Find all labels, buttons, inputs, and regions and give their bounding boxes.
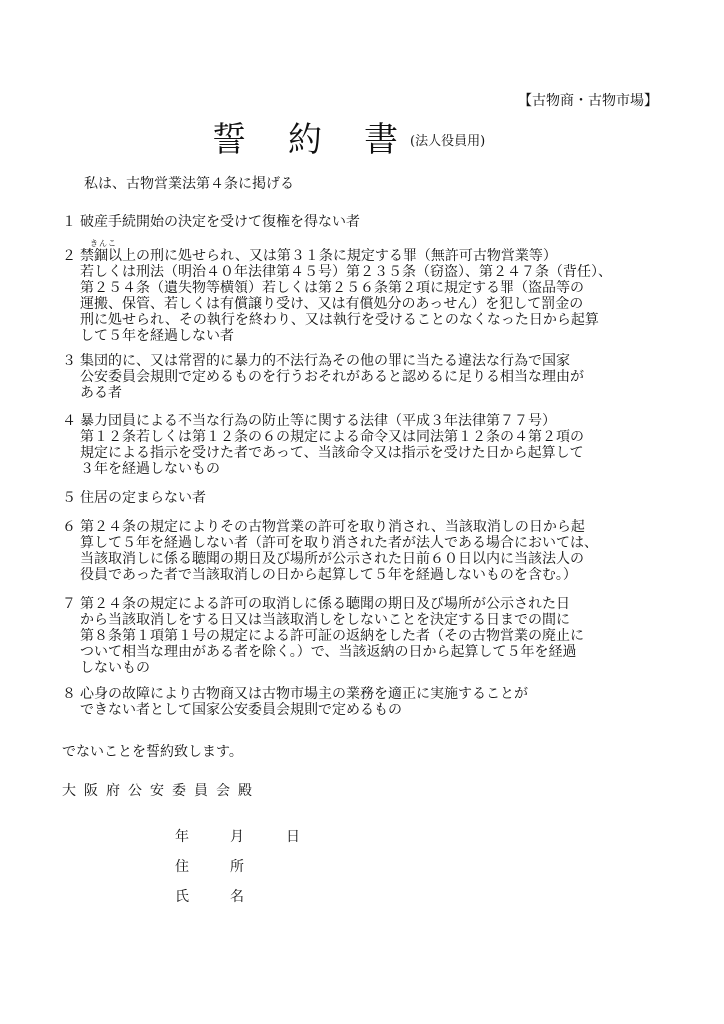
item-line: 第１２条若しくは第１２条の６の規定による命令又は同法第１２条の４第２項の: [80, 429, 584, 445]
date-year-label: 年: [175, 829, 189, 845]
list-item: [62, 490, 672, 508]
item-line: 第２５４条（遺失物等横領）若しくは第２５６条第２項に規定する罪（盗品等の: [80, 280, 584, 296]
item-line: 公安委員会規則で定めるものを行うおそれがあると認めるに足りる相当な理由が: [80, 369, 584, 385]
date-month-label: 月: [230, 829, 244, 845]
item-line: しないもの: [80, 660, 150, 676]
name-label-second: 名: [230, 889, 244, 905]
item-line: ついて相当な理由がある者を除く。）で、当該返納の日から起算して５年を経過: [80, 644, 577, 660]
list-item: [62, 596, 672, 678]
addressee: 大阪府公安委員会殿: [62, 783, 260, 799]
item-line: 若しくは刑法（明治４０年法律第４５号）第２３５条（窃盗）、第２４７条（背任）、: [80, 264, 612, 280]
list-item: [62, 353, 672, 403]
item-line: 集団的に、又は常習的に暴力的不法行為その他の罪に当たる違法な行為で国家: [80, 353, 570, 369]
item-number: ８: [62, 686, 76, 702]
category-tag: 【古物商・古物市場】: [518, 93, 658, 109]
date-day-label: 日: [286, 829, 300, 845]
item-number: ４: [62, 413, 76, 429]
item-line: ある者: [80, 385, 122, 401]
item-line: から当該取消しをする日又は当該取消しをしないことを決定する日までの間に: [80, 612, 570, 628]
item-number: ７: [62, 596, 76, 612]
item-line: 当該取消しに係る聴聞の期日及び場所が公示された日前６０日以内に当該法人の: [80, 551, 584, 567]
item-number: ５: [62, 490, 76, 506]
item-line: 破産手続開始の決定を受けて復権を得ない者: [80, 214, 360, 230]
item-line: できない者として国家公安委員会規則で定めるもの: [80, 702, 402, 718]
name-label-first: 氏: [175, 889, 189, 905]
item-line: 算して５年を経過しない者（許可を取り消された者が法人である場合においては、: [80, 535, 598, 551]
list-item: [62, 686, 672, 720]
item-line: ３年を経過しないもの: [80, 461, 220, 477]
item-line: 第２４条の規定による許可の取消しに係る聴聞の期日及び場所が公示された日: [80, 596, 570, 612]
title-char: 誓: [212, 120, 246, 160]
item-line: 暴力団員による不当な行為の防止等に関する法律（平成３年法律第７７号）: [80, 413, 556, 429]
list-item: [62, 214, 672, 232]
item-line: 刑に処せられ、その執行を終わり、又は執行を受けることのなくなった日から起算: [80, 312, 599, 328]
item-line: 禁錮以上の刑に処せられ、又は第３１条に規定する罪（無許可古物営業等）: [80, 248, 557, 264]
list-item: [62, 413, 672, 479]
item-number: ６: [62, 519, 76, 535]
item-line: 役員であった者で当該取消しの日から起算して５年を経過しないものを含む。）: [80, 567, 577, 583]
item-line: 心身の故障により古物商又は古物市場主の業務を適正に実施することが: [80, 686, 528, 702]
item-number: ３: [62, 353, 76, 369]
closing-statement: でないことを誓約致します。: [62, 744, 243, 760]
item-line: 第８条第１項第１号の規定による許可証の返納をした者（その古物営業の廃止に: [80, 628, 584, 644]
ruby-annotation: きんこ: [90, 239, 117, 248]
item-line: 住居の定まらない者: [80, 490, 206, 506]
item-line: 規定による指示を受けた者であって、当該命令又は指示を受けた日から起算して: [80, 445, 584, 461]
intro-text: 私は、古物営業法第４条に掲げる: [84, 176, 294, 192]
list-item: [62, 248, 672, 348]
title-char: 書: [364, 120, 398, 160]
document-title: [212, 112, 398, 161]
item-line: 運搬、保管、若しくは有償譲り受け、又は有償処分のあっせん）を犯して罰金の: [80, 296, 584, 312]
item-line: して５年を経過しない者: [80, 328, 234, 344]
item-number: ２: [62, 248, 76, 264]
address-label-first: 住: [175, 859, 189, 875]
item-line: 第２４条の規定によりその古物営業の許可を取り消され、当該取消しの日から起: [80, 519, 585, 535]
document-subtitle: (法人役員用): [410, 134, 486, 149]
title-char: 約: [288, 120, 322, 160]
list-item: [62, 519, 672, 585]
item-number: １: [62, 214, 76, 230]
address-label-second: 所: [230, 859, 244, 875]
